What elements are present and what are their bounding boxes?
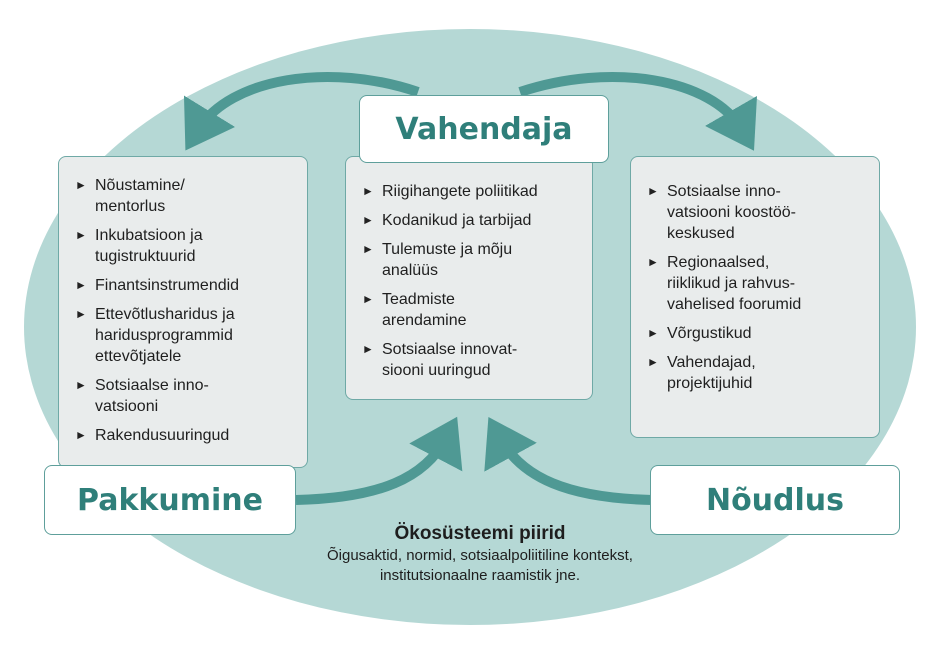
bullet-icon: ► xyxy=(362,342,374,356)
bullet-icon: ► xyxy=(647,255,659,269)
list-item: ► Finantsinstrumendid xyxy=(75,277,240,294)
footer-subtitle: Õigusaktid, normid, sotsiaalpoliitiline kontekst, institutsionaalne raamistik jne. xyxy=(327,547,633,584)
vahendaja-list xyxy=(362,181,580,381)
bullet-icon: ► xyxy=(362,213,374,227)
bullet-icon: ► xyxy=(75,307,87,321)
list-item: ► Rakendusuuringud xyxy=(75,427,230,444)
noudlus-list xyxy=(647,181,867,394)
bullet-icon: ► xyxy=(647,326,659,340)
list-item: ► Teadmiste arendamine xyxy=(362,291,467,329)
list-item: ► Sotsiaalse inno- vatsiooni xyxy=(75,377,209,415)
list-item: ► Ettevõtlusharidus ja haridusprogrammid ettevõtjatele xyxy=(75,306,235,365)
vahendaja-title: Vahendaja xyxy=(359,95,609,163)
ecosystem-boundaries-caption xyxy=(270,522,690,586)
list-item: ► Sotsiaalse innovat- siooni uuringud xyxy=(362,341,518,379)
noudlus-panel xyxy=(630,156,880,438)
bullet-icon: ► xyxy=(75,178,87,192)
bullet-icon: ► xyxy=(647,355,659,369)
list-item: ► Regionaalsed, riiklikud ja rahvus- vahelised foorumid xyxy=(647,254,802,313)
list-item: ► Kodanikud ja tarbijad xyxy=(362,212,532,229)
bullet-icon: ► xyxy=(75,428,87,442)
list-item: ► Tulemuste ja mõju analüüs xyxy=(362,241,513,279)
pakkumine-panel xyxy=(58,156,308,468)
footer-title: Ökosüsteemi piirid xyxy=(394,523,566,544)
bullet-icon: ► xyxy=(647,184,659,198)
noudlus-title: Nõudlus xyxy=(650,465,900,535)
pakkumine-title: Pakkumine xyxy=(44,465,296,535)
bullet-icon: ► xyxy=(75,228,87,242)
list-item: ► Võrgustikud xyxy=(647,325,752,342)
list-item: ► Riigihangete poliitikad xyxy=(362,183,538,200)
pakkumine-list xyxy=(75,175,295,446)
vahendaja-panel xyxy=(345,156,593,400)
bullet-icon: ► xyxy=(362,292,374,306)
list-item: ► Nõustamine/ mentorlus xyxy=(75,177,185,215)
bullet-icon: ► xyxy=(75,378,87,392)
list-item: ► Inkubatsioon ja tugistruktuurid xyxy=(75,227,203,265)
bullet-icon: ► xyxy=(75,278,87,292)
list-item: ► Sotsiaalse inno- vatsiooni koostöö- keskused xyxy=(647,183,796,242)
list-item: ► Vahendajad, projektijuhid xyxy=(647,354,756,392)
bullet-icon: ► xyxy=(362,242,374,256)
bullet-icon: ► xyxy=(362,184,374,198)
